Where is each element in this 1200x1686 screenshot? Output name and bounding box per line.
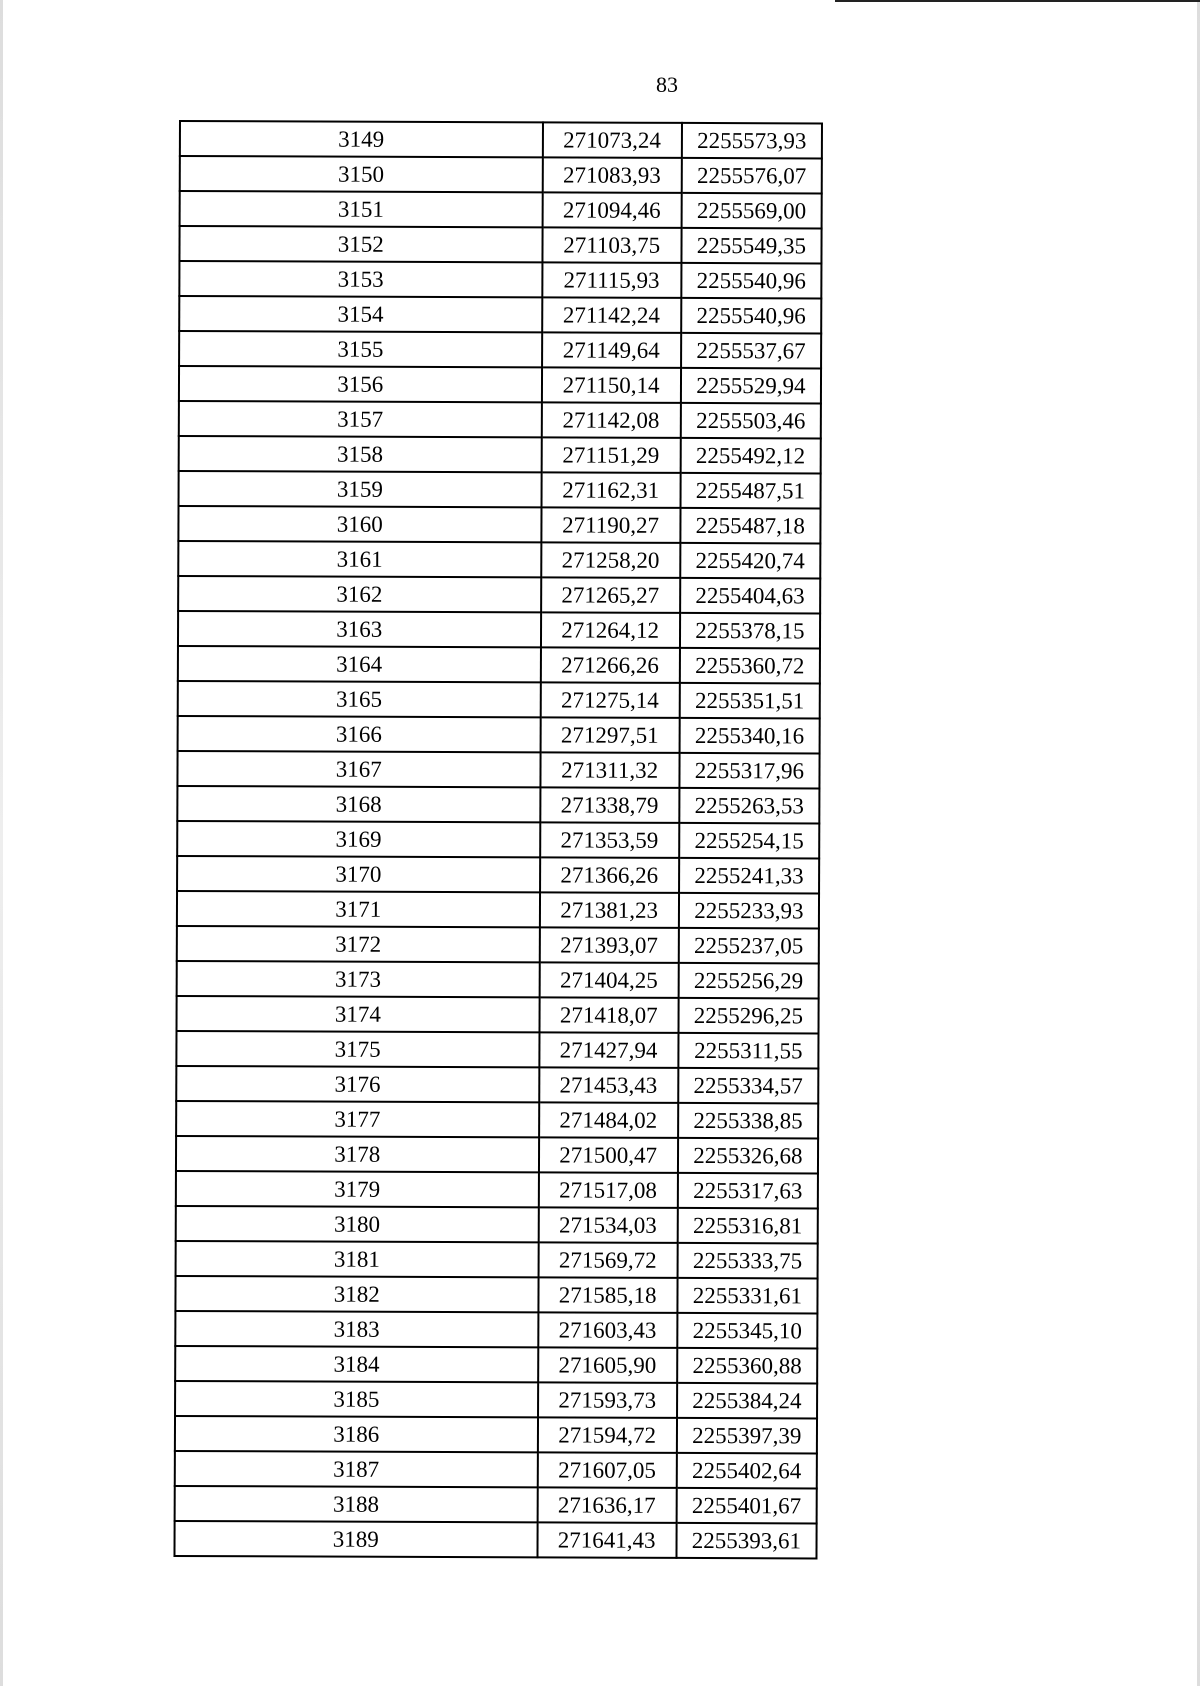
y-coordinate-cell: 2255360,72 — [680, 648, 820, 684]
point-number-cell: 3173 — [177, 961, 540, 997]
x-coordinate-cell: 271393,07 — [539, 927, 678, 963]
table-row — [175, 1311, 817, 1348]
y-coordinate-cell: 2255241,33 — [679, 858, 819, 894]
point-number-cell: 3170 — [177, 856, 540, 892]
x-coordinate-cell: 271641,43 — [537, 1522, 676, 1558]
x-coordinate-cell: 271142,24 — [542, 297, 681, 333]
table-row — [179, 296, 821, 333]
x-coordinate-cell: 271162,31 — [541, 472, 680, 508]
table-row — [176, 1241, 818, 1278]
coordinates-table — [173, 120, 823, 1559]
point-number-cell: 3156 — [179, 366, 542, 402]
point-number-cell: 3183 — [175, 1311, 538, 1347]
point-number-cell: 3178 — [176, 1136, 539, 1172]
point-number-cell: 3151 — [180, 191, 543, 227]
point-number-cell: 3186 — [175, 1416, 538, 1452]
table-row — [180, 156, 822, 193]
x-coordinate-cell: 271083,93 — [542, 157, 681, 193]
table-row — [180, 191, 822, 228]
table-row — [175, 1486, 817, 1523]
table-row — [178, 506, 820, 543]
point-number-cell: 3150 — [180, 156, 543, 192]
point-number-cell: 3184 — [175, 1346, 538, 1382]
table-row — [177, 996, 819, 1033]
x-coordinate-cell: 271103,75 — [542, 227, 681, 263]
y-coordinate-cell: 2255317,96 — [679, 753, 819, 789]
y-coordinate-cell: 2255573,93 — [682, 123, 822, 159]
point-number-cell: 3162 — [178, 576, 541, 612]
point-number-cell: 3158 — [179, 436, 542, 472]
y-coordinate-cell: 2255492,12 — [680, 438, 820, 474]
x-coordinate-cell: 271427,94 — [539, 1032, 678, 1068]
point-number-cell: 3154 — [179, 296, 542, 332]
y-coordinate-cell: 2255254,15 — [679, 823, 819, 859]
table-row — [175, 1451, 817, 1488]
x-coordinate-cell: 271338,79 — [540, 787, 679, 823]
table-row — [175, 1381, 817, 1418]
x-coordinate-cell: 271366,26 — [540, 857, 679, 893]
point-number-cell: 3168 — [177, 786, 540, 822]
table-row — [180, 121, 822, 158]
x-coordinate-cell: 271404,25 — [539, 962, 678, 998]
y-coordinate-cell: 2255316,81 — [677, 1208, 817, 1244]
y-coordinate-cell: 2255333,75 — [677, 1243, 817, 1279]
y-coordinate-cell: 2255540,96 — [681, 263, 821, 299]
x-coordinate-cell: 271607,05 — [537, 1452, 676, 1488]
table-row — [176, 1171, 818, 1208]
table-row — [179, 401, 821, 438]
y-coordinate-cell: 2255384,24 — [677, 1383, 817, 1419]
y-coordinate-cell: 2255256,29 — [678, 963, 818, 999]
coordinates-table-body — [174, 121, 822, 1558]
table-row — [178, 646, 820, 683]
table-row — [175, 1276, 817, 1313]
x-coordinate-cell: 271275,14 — [540, 682, 679, 718]
x-coordinate-cell: 271190,27 — [541, 507, 680, 543]
point-number-cell: 3161 — [178, 541, 541, 577]
x-coordinate-cell: 271534,03 — [538, 1207, 677, 1243]
table-row — [177, 891, 819, 928]
x-coordinate-cell: 271353,59 — [540, 822, 679, 858]
point-number-cell: 3187 — [175, 1451, 538, 1487]
table-row — [176, 1136, 818, 1173]
point-number-cell: 3176 — [176, 1066, 539, 1102]
table-row — [176, 1031, 818, 1068]
point-number-cell: 3157 — [179, 401, 542, 437]
x-coordinate-cell: 271266,26 — [540, 647, 679, 683]
point-number-cell: 3179 — [176, 1171, 539, 1207]
table-row — [178, 541, 820, 578]
table-row — [179, 471, 821, 508]
x-coordinate-cell: 271594,72 — [537, 1417, 676, 1453]
y-coordinate-cell: 2255263,53 — [679, 788, 819, 824]
y-coordinate-cell: 2255351,51 — [679, 683, 819, 719]
x-coordinate-cell: 271297,51 — [540, 717, 679, 753]
x-coordinate-cell: 271585,18 — [538, 1277, 677, 1313]
x-coordinate-cell: 271073,24 — [542, 122, 681, 158]
y-coordinate-cell: 2255338,85 — [678, 1103, 818, 1139]
y-coordinate-cell: 2255549,35 — [681, 228, 821, 264]
x-coordinate-cell: 271258,20 — [541, 542, 680, 578]
y-coordinate-cell: 2255237,05 — [679, 928, 819, 964]
y-coordinate-cell: 2255420,74 — [680, 543, 820, 579]
x-coordinate-cell: 271605,90 — [538, 1347, 677, 1383]
table-row — [179, 226, 821, 263]
point-number-cell: 3172 — [177, 926, 540, 962]
table-row — [175, 1346, 817, 1383]
table-row — [177, 821, 819, 858]
y-coordinate-cell: 2255334,57 — [678, 1068, 818, 1104]
x-coordinate-cell: 271149,64 — [542, 332, 681, 368]
table-row — [178, 611, 820, 648]
point-number-cell: 3152 — [179, 226, 542, 262]
y-coordinate-cell: 2255397,39 — [677, 1418, 817, 1454]
table-row — [179, 261, 821, 298]
point-number-cell: 3189 — [174, 1521, 537, 1557]
x-coordinate-cell: 271142,08 — [541, 402, 680, 438]
y-coordinate-cell: 2255331,61 — [677, 1278, 817, 1314]
top-rule — [835, 0, 1200, 2]
y-coordinate-cell: 2255378,15 — [680, 613, 820, 649]
table-row — [176, 1206, 818, 1243]
x-coordinate-cell: 271264,12 — [541, 612, 680, 648]
x-coordinate-cell: 271265,27 — [541, 577, 680, 613]
point-number-cell: 3149 — [180, 121, 543, 157]
point-number-cell: 3181 — [176, 1241, 539, 1277]
table-row — [178, 716, 820, 753]
x-coordinate-cell: 271517,08 — [538, 1172, 677, 1208]
y-coordinate-cell: 2255576,07 — [681, 158, 821, 194]
x-coordinate-cell: 271484,02 — [539, 1102, 678, 1138]
x-coordinate-cell: 271115,93 — [542, 262, 681, 298]
point-number-cell: 3169 — [177, 821, 540, 857]
x-coordinate-cell: 271603,43 — [538, 1312, 677, 1348]
table-row — [177, 751, 819, 788]
point-number-cell: 3167 — [177, 751, 540, 787]
x-coordinate-cell: 271593,73 — [538, 1382, 677, 1418]
table-row — [176, 1101, 818, 1138]
y-coordinate-cell: 2255529,94 — [681, 368, 821, 404]
x-coordinate-cell: 271381,23 — [539, 892, 678, 928]
y-coordinate-cell: 2255569,00 — [681, 193, 821, 229]
table-row — [177, 926, 819, 963]
page-number: 83 — [656, 72, 678, 97]
table-row — [179, 436, 821, 473]
x-coordinate-cell: 271311,32 — [540, 752, 679, 788]
table-row — [176, 1066, 818, 1103]
page-scan-edge-left — [0, 0, 3, 1686]
table-row — [179, 366, 821, 403]
x-coordinate-cell: 271500,47 — [539, 1137, 678, 1173]
y-coordinate-cell: 2255326,68 — [678, 1138, 818, 1174]
y-coordinate-cell: 2255340,16 — [679, 718, 819, 754]
point-number-cell: 3159 — [179, 471, 542, 507]
point-number-cell: 3163 — [178, 611, 541, 647]
point-number-cell: 3160 — [178, 506, 541, 542]
y-coordinate-cell: 2255296,25 — [678, 998, 818, 1034]
y-coordinate-cell: 2255487,18 — [680, 508, 820, 544]
table-row — [177, 856, 819, 893]
x-coordinate-cell: 271453,43 — [539, 1067, 678, 1103]
point-number-cell: 3155 — [179, 331, 542, 367]
point-number-cell: 3185 — [175, 1381, 538, 1417]
y-coordinate-cell: 2255401,67 — [676, 1488, 816, 1524]
y-coordinate-cell: 2255233,93 — [679, 893, 819, 929]
x-coordinate-cell: 271094,46 — [542, 192, 681, 228]
x-coordinate-cell: 271418,07 — [539, 997, 678, 1033]
table-row — [177, 961, 819, 998]
x-coordinate-cell: 271569,72 — [538, 1242, 677, 1278]
y-coordinate-cell: 2255540,96 — [681, 298, 821, 334]
y-coordinate-cell: 2255360,88 — [677, 1348, 817, 1384]
y-coordinate-cell: 2255402,64 — [677, 1453, 817, 1489]
x-coordinate-cell: 271636,17 — [537, 1487, 676, 1523]
x-coordinate-cell: 271150,14 — [541, 367, 680, 403]
y-coordinate-cell: 2255537,67 — [681, 333, 821, 369]
table-row — [177, 786, 819, 823]
point-number-cell: 3175 — [176, 1031, 539, 1067]
table-row — [174, 1521, 816, 1558]
y-coordinate-cell: 2255311,55 — [678, 1033, 818, 1069]
point-number-cell: 3166 — [178, 716, 541, 752]
x-coordinate-cell: 271151,29 — [541, 437, 680, 473]
y-coordinate-cell: 2255404,63 — [680, 578, 820, 614]
table-row — [178, 576, 820, 613]
point-number-cell: 3171 — [177, 891, 540, 927]
y-coordinate-cell: 2255487,51 — [680, 473, 820, 509]
point-number-cell: 3153 — [179, 261, 542, 297]
table-row — [179, 331, 821, 368]
y-coordinate-cell: 2255503,46 — [681, 403, 821, 439]
y-coordinate-cell: 2255317,63 — [678, 1173, 818, 1209]
point-number-cell: 3182 — [175, 1276, 538, 1312]
point-number-cell: 3165 — [178, 681, 541, 717]
table-row — [178, 681, 820, 718]
point-number-cell: 3164 — [178, 646, 541, 682]
point-number-cell: 3174 — [177, 996, 540, 1032]
point-number-cell: 3177 — [176, 1101, 539, 1137]
point-number-cell: 3188 — [175, 1486, 538, 1522]
point-number-cell: 3180 — [176, 1206, 539, 1242]
y-coordinate-cell: 2255345,10 — [677, 1313, 817, 1349]
table-row — [175, 1416, 817, 1453]
y-coordinate-cell: 2255393,61 — [676, 1523, 816, 1559]
